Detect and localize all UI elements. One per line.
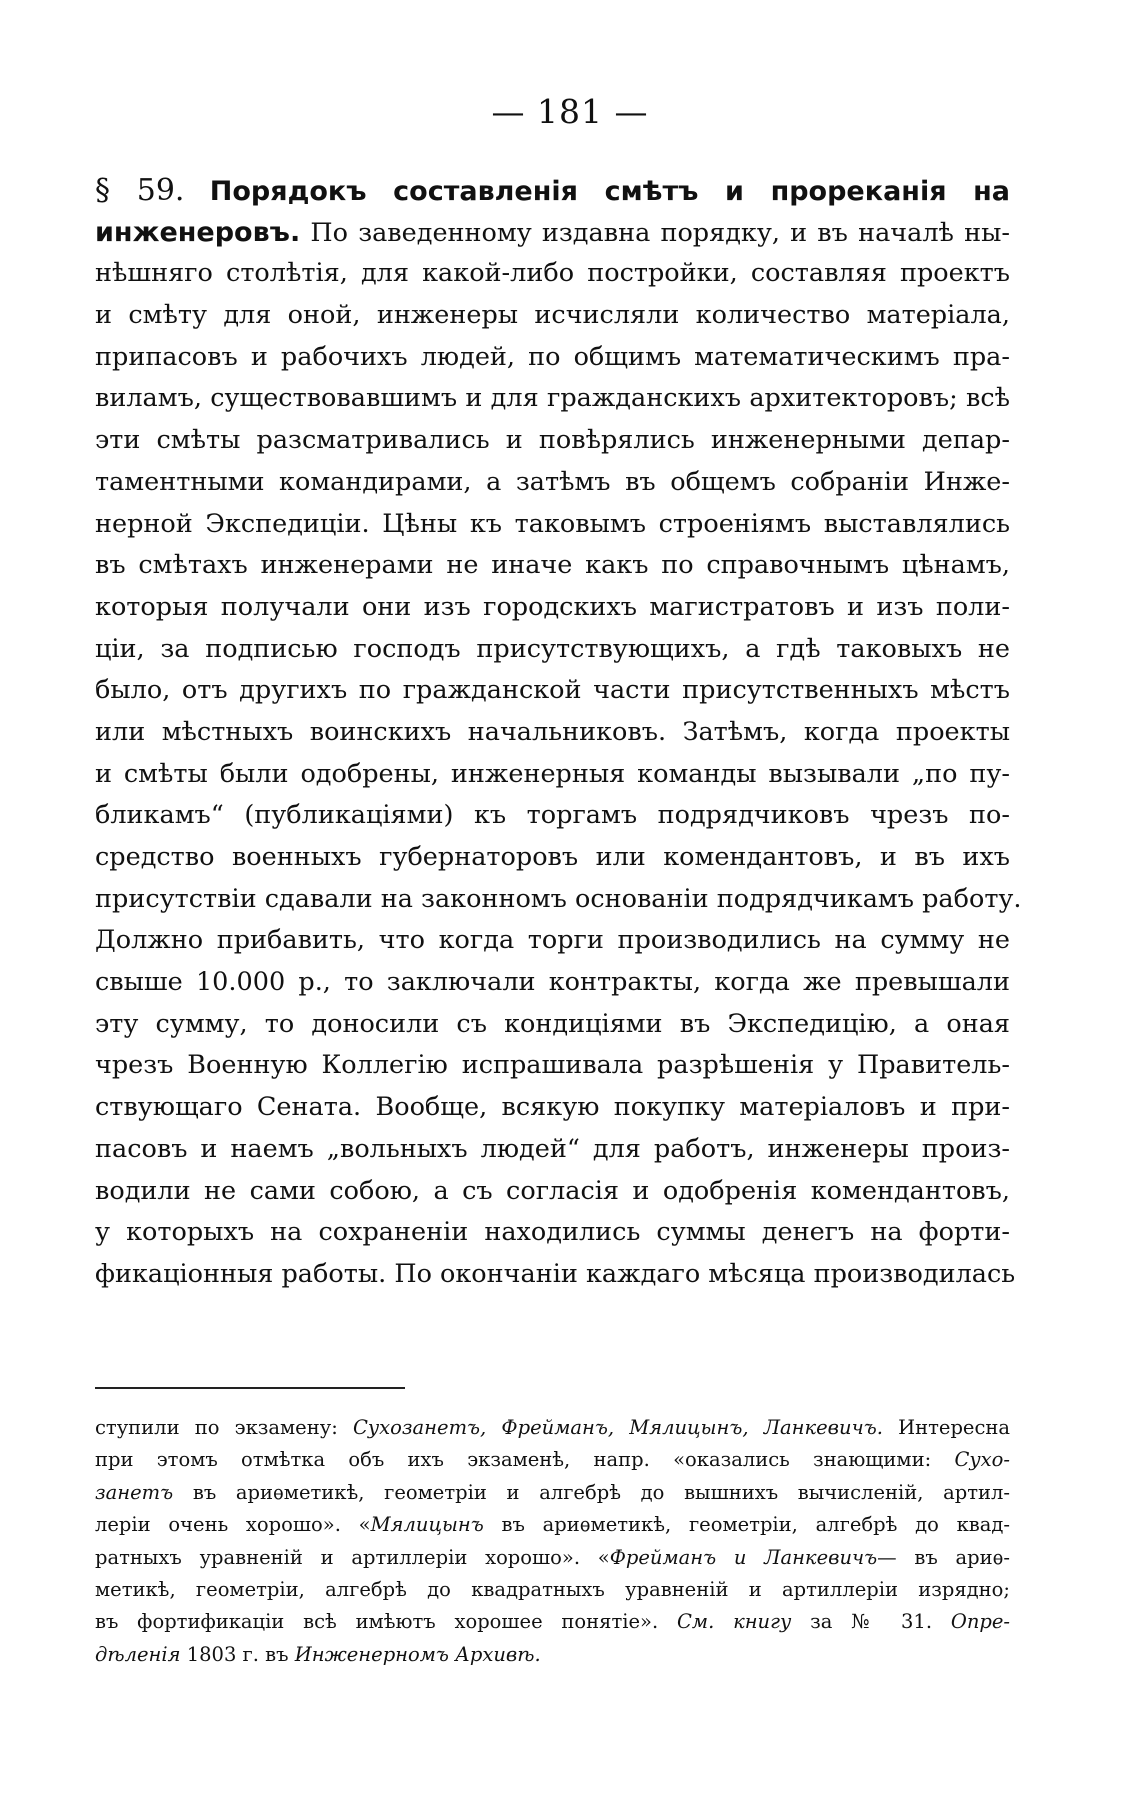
text-line: припасовъ и рабочихъ людей, по общимъ математическимъ пра- <box>95 341 1010 372</box>
text-line: или мѣстныхъ воинскихъ начальниковъ. Затѣмъ, когда проекты <box>95 716 1010 747</box>
footnote-line <box>95 1639 1010 1671</box>
footnote-name: занетъ <box>95 1480 174 1504</box>
page-number: — 181 — <box>491 92 649 131</box>
footnote-line <box>95 1509 1010 1541</box>
text-line: Должно прибавить, что когда торги производились на сумму не <box>95 925 1010 956</box>
text-line: чрезъ Военную Коллегію испрашивала разрѣшенія у Правитель- <box>95 1050 1010 1081</box>
section-heading: Порядокъ составленія смѣтъ и прореканія на <box>209 176 1011 207</box>
text-line: присутствіи сдавали на законномъ основаніи подрядчикамъ работу. <box>95 883 1022 914</box>
text-line-content: По заведенному издавна порядку, и въ началѣ ны- <box>310 217 1010 248</box>
footnote-text: при этомъ отмѣтка объ ихъ экзаменѣ, напр. «оказались знающими: <box>95 1448 932 1472</box>
paragraph-number: § 59. <box>95 173 185 208</box>
section-heading-end: инженеровъ. <box>95 216 301 248</box>
footnote-text: въ ариѳметикѣ, геометріи, алгебрѣ до квад- <box>501 1513 1011 1537</box>
footnote-text: — въ ариѳ- <box>877 1545 1011 1569</box>
text-line: виламъ, существовавшимъ и для гражданскихъ архитекторовъ; всѣ <box>95 383 1010 414</box>
footnote-names: Сухозанетъ, Фрейманъ, Мялицынъ, Ланкевичъ. <box>352 1416 883 1439</box>
text-line: нѣшняго столѣтія, для какой-либо постройки, составляя проектъ <box>95 258 1010 289</box>
main-text <box>95 170 1022 1296</box>
footnote-text: въ ариѳметикѣ, геометріи и алгебрѣ до вышнихъ вычисленій, артил- <box>192 1480 1011 1504</box>
text-line: пасовъ и наемъ „вольныхъ людей“ для работъ, инженеры произ- <box>95 1133 1010 1164</box>
footnote-line <box>95 1412 1010 1444</box>
text-line: фикаціонныя работы. По окончаніи каждаго мѣсяца производилась <box>95 1258 1016 1289</box>
heading-line <box>95 170 1010 212</box>
footnote-line: метикѣ, геометріи, алгебрѣ до квадратныхъ уравненій и артиллеріи изрядно; <box>95 1577 1010 1601</box>
footnote-reference: дѣленія <box>95 1642 181 1666</box>
text-line: и смѣту для оной, инженеры исчисляли количество матеріала, <box>95 300 1010 331</box>
footnote-divider <box>95 1387 405 1389</box>
footnote-text: ступили по экзамену: <box>95 1416 338 1439</box>
text-line: ціи, за подписью господъ присутствующихъ, а гдѣ таковыхъ не <box>95 633 1010 664</box>
text-line: ствующаго Сената. Вообще, всякую покупку матеріаловъ и при- <box>95 1092 1010 1123</box>
footnote-reference: Опре- <box>950 1610 1011 1634</box>
text-line: таментными командирами, а затѣмъ въ общемъ собраніи Инже- <box>95 466 1010 497</box>
footnote-names: Фрейманъ и Ланкевичъ <box>609 1545 878 1569</box>
text-line: бликамъ“ (публикаціями) къ торгамъ подрядчиковъ чрезъ по- <box>95 800 1010 831</box>
text-line <box>95 212 1010 254</box>
footnote-name: Мялицынъ <box>370 1513 484 1537</box>
text-line: которыя получали они изъ городскихъ магистратовъ и изъ поли- <box>95 591 1010 622</box>
footnote-reference: См. книгу <box>676 1610 792 1634</box>
text-line: эти смѣты разсматривались и повѣрялись инженерными депар- <box>95 425 1010 456</box>
text-line: свыше 10.000 р., то заключали контракты, когда же превышали <box>95 967 1010 998</box>
text-line: эту сумму, то доносили съ кондиціями въ Экспедицію, а оная <box>95 1008 1010 1039</box>
text-line: водили не сами собою, а съ согласія и одобренія комендантовъ, <box>95 1175 1010 1206</box>
text-line: и смѣты были одобрены, инженерныя команды вызывали „по пу- <box>95 758 1010 789</box>
footnote-text: 1803 г. въ <box>186 1642 289 1666</box>
footnote-line <box>95 1444 1010 1476</box>
footnote-text: леріи очень хорошо». « <box>95 1513 371 1537</box>
footnote-reference: Инженерномъ Архивѣ. <box>294 1642 541 1666</box>
footnote <box>95 1412 1010 1671</box>
footnote-name: Сухо- <box>954 1448 1010 1472</box>
text-line: средство военныхъ губернаторовъ или комендантовъ, и въ ихъ <box>95 842 1010 872</box>
footnote-text: Интересна <box>898 1416 1011 1439</box>
text-line: у которыхъ на сохраненіи находились суммы денегъ на форти- <box>95 1217 1010 1248</box>
text-line: въ смѣтахъ инженерами не иначе какъ по справочнымъ цѣнамъ, <box>95 550 1010 581</box>
footnote-line <box>95 1542 1010 1574</box>
footnote-text: за № 31. <box>810 1610 933 1634</box>
footnote-line <box>95 1477 1010 1509</box>
footnote-text: въ фортификаціи всѣ имѣютъ хорошее понятіе». <box>95 1610 659 1634</box>
text-line: было, отъ другихъ по гражданской части присутственныхъ мѣстъ <box>95 675 1010 706</box>
text-line: нерной Экспедиціи. Цѣны къ таковымъ строеніямъ выставлялись <box>95 508 1010 539</box>
footnote-text: ратныхъ уравненій и артиллеріи хорошо». « <box>95 1545 610 1569</box>
footnote-line <box>95 1606 1010 1638</box>
